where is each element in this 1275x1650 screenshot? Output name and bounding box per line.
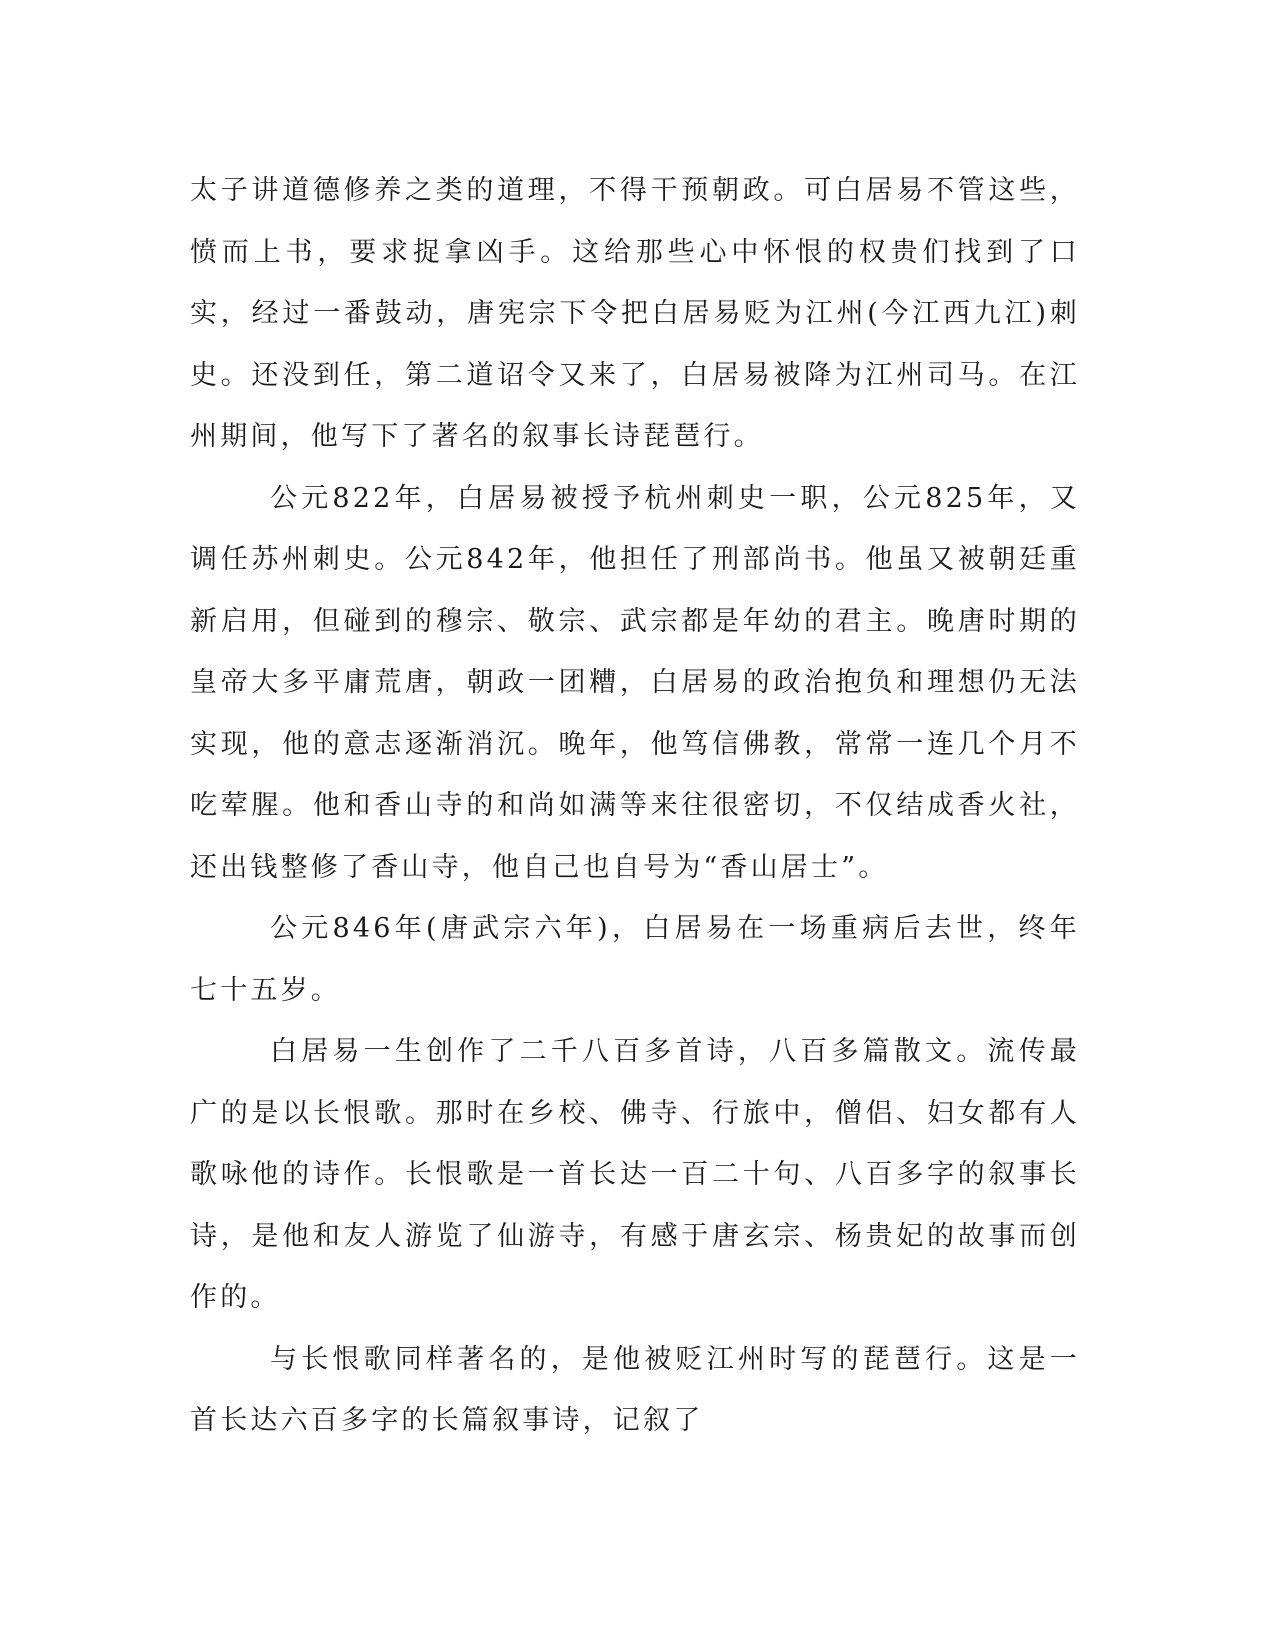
paragraph-3: 公元846年(唐武宗六年)，白居易在一场重病后去世，终年七十五岁。	[190, 913, 1080, 1006]
paragraph-4: 白居易一生创作了二千八百多首诗，八百多篇散文。流传最广的是以长恨歌。那时在乡校、佛寺、行旅中，僧侣、妇女都有人歌咏他的诗作。长恨歌是一首长达一百二十句、八百多字的叙事长诗，是他和友人游览了仙游寺，有感于唐玄宗、杨贵妃的故事而创作的。	[190, 1036, 1080, 1313]
paragraph-1: 太子讲道德修养之类的道理，不得干预朝政。可白居易不管这些，愤而上书，要求捉拿凶手。这给那些心中怀恨的权贵们找到了口实，经过一番鼓动，唐宪宗下令把白居易贬为江州(今江西九江)刺史。还没到任，第二道诏令又来了，白居易被降为江州司马。在江州期间，他写下了著名的叙事长诗琵琶行。	[190, 175, 1080, 452]
document-body	[190, 160, 1080, 1452]
paragraph-2: 公元822年，白居易被授予杭州刺史一职，公元825年，又调任苏州刺史。公元842年，他担任了刑部尚书。他虽又被朝廷重新启用，但碰到的穆宗、敬宗、武宗都是年幼的君主。晚唐时期的皇帝大多平庸荒唐，朝政一团糟，白居易的政治抱负和理想仍无法实现，他的意志逐渐消沉。晚年，他笃信佛教，常常一连几个月不吃荤腥。他和香山寺的和尚如满等来往很密切，不仅结成香火社，还出钱整修了香山寺，他自己也自号为“香山居士”。	[190, 482, 1080, 883]
paragraph-5: 与长恨歌同样著名的，是他被贬江州时写的琵琶行。这是一首长达六百多字的长篇叙事诗，记叙了	[190, 1343, 1080, 1436]
